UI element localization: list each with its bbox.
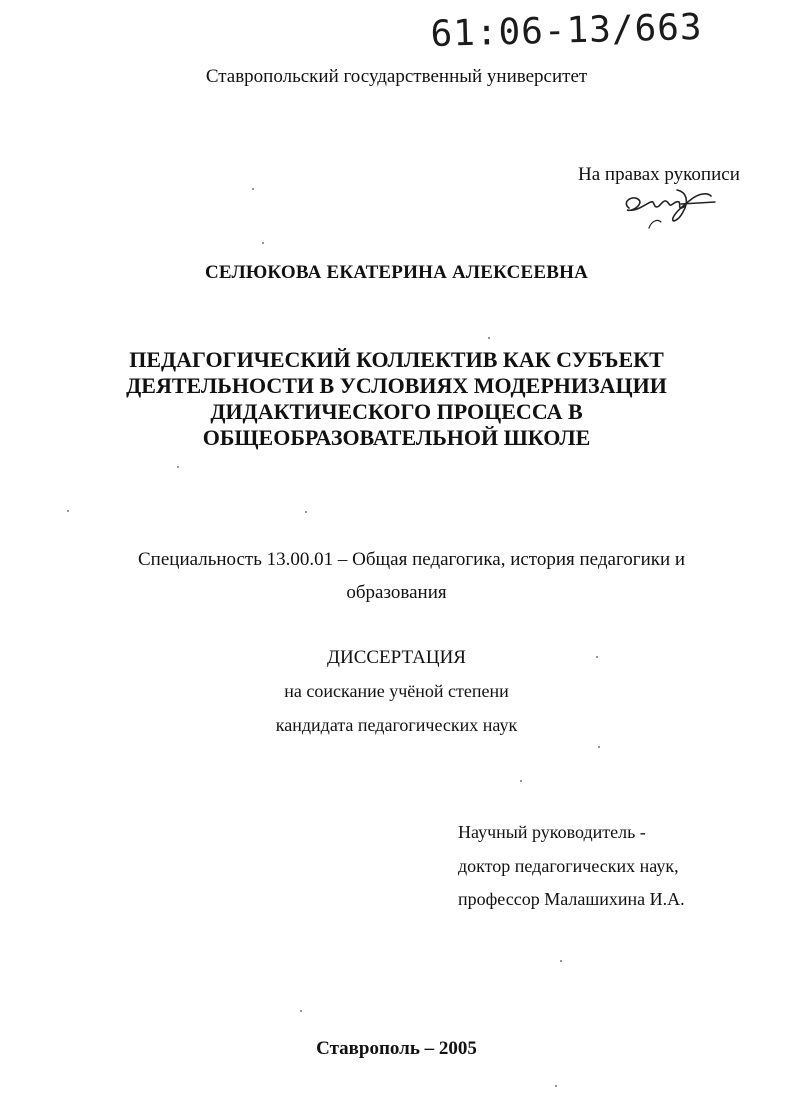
supervisor-line-3: профессор Малашихина И.А. — [458, 889, 685, 909]
scan-speck — [596, 656, 598, 658]
scan-speck — [555, 1085, 557, 1087]
document-type: ДИССЕРТАЦИЯ — [327, 647, 466, 668]
scan-speck — [177, 466, 179, 468]
scan-speck — [305, 511, 307, 513]
city-year: Ставрополь – 2005 — [316, 1038, 477, 1059]
scan-speck — [300, 1010, 302, 1012]
scan-speck — [488, 337, 490, 339]
scan-speck — [67, 510, 69, 512]
scan-speck — [560, 960, 562, 962]
supervisor-line-1: Научный руководитель - — [458, 822, 646, 842]
scan-speck — [598, 746, 600, 748]
title-line: ПЕДАГОГИЧЕСКИЙ КОЛЛЕКТИВ КАК СУБЪЕКТ — [129, 347, 664, 372]
specialty-line-1: Специальность 13.00.01 – Общая педагогика, история педагогики и — [138, 549, 686, 570]
degree-line-2: кандидата педагогических наук — [275, 715, 518, 735]
archive-number: 61:06-13/663 — [430, 6, 704, 55]
signature-icon — [615, 182, 735, 232]
dissertation-title — [0, 347, 793, 451]
scan-speck — [252, 188, 254, 190]
scan-speck — [520, 780, 522, 782]
title-line: ОБЩЕОБРАЗОВАТЕЛЬНОЙ ШКОЛЕ — [202, 425, 591, 450]
supervisor-line-2: доктор педагогических наук, — [458, 856, 679, 876]
rights-note: На правах рукописи — [578, 164, 740, 185]
scan-speck — [262, 242, 264, 244]
author-name: СЕЛЮКОВА ЕКАТЕРИНА АЛЕКСЕЕВНА — [204, 262, 589, 283]
university-name: Ставропольский государственный университет — [205, 66, 588, 87]
title-line: ДЕЯТЕЛЬНОСТИ В УСЛОВИЯХ МОДЕРНИЗАЦИИ — [126, 373, 667, 398]
title-line: ДИДАКТИЧЕСКОГО ПРОЦЕССА В — [210, 399, 583, 424]
specialty-line-2: образования — [346, 582, 447, 603]
degree-line-1: на соискание учёной степени — [284, 681, 509, 701]
